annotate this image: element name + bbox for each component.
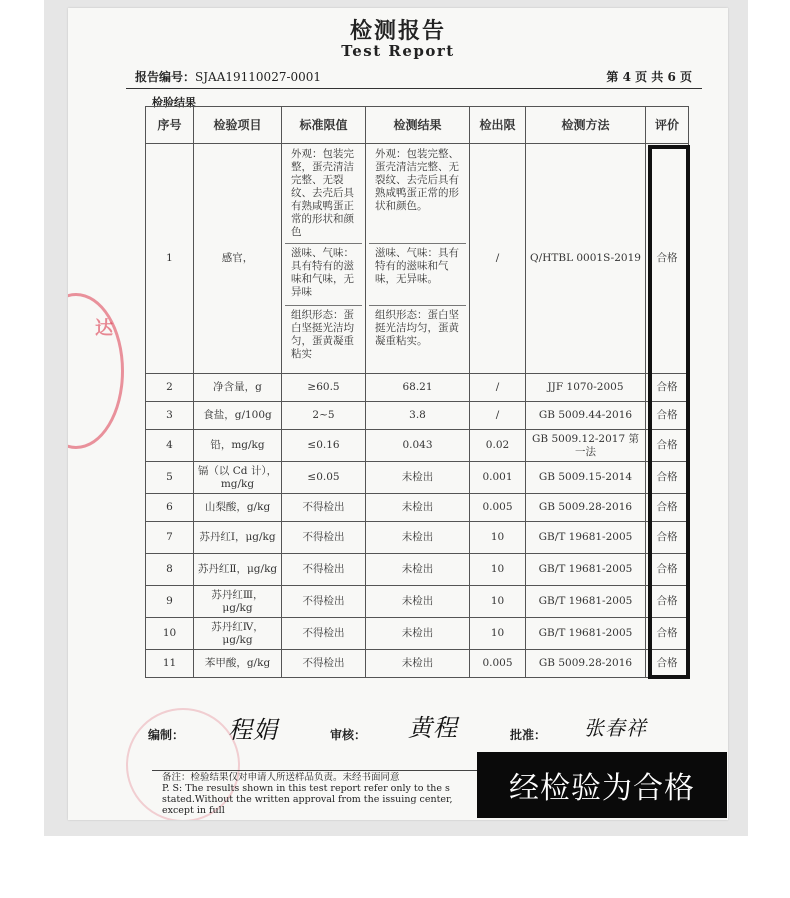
result-taste: 滋味、气味：具有特有的滋味和气味，无异味。 [369,244,466,306]
note-line: except in full [162,805,225,816]
cell-standard: 不得检出 [282,522,366,554]
table-row [146,374,689,402]
cell-standard: 不得检出 [282,650,366,678]
report-title-cn: 检测报告 [349,18,446,44]
cell-standard: 不得检出 [282,586,366,618]
cell-eval: 合格 [646,522,689,554]
reviewed-signature: 黄程 [408,714,458,742]
cell-method: GB 5009.44-2016 [526,402,646,430]
cell-eval: 合格 [646,554,689,586]
cell-item: 铅，mg/kg [194,430,282,462]
standard-taste: 滋味、气味：具有特有的滋味和气味，无异味 [285,244,362,306]
cell-no: 4 [146,430,194,462]
header-standard: 标准限值 [282,107,366,144]
cell-limit: 10 [470,522,526,554]
cell-eval: 合格 [646,144,689,374]
caption-banner: 经检验为合格 [477,752,727,818]
cell-no: 9 [146,586,194,618]
table-row [146,618,689,650]
cell-eval: 合格 [646,430,689,462]
cell-item: 苏丹红Ⅲ，μg/kg [194,586,282,618]
cell-limit: 0.001 [470,462,526,494]
header-item: 检验项目 [194,107,282,144]
cell-method: Q/HTBL 0001S-2019 [526,144,646,374]
table-row [146,494,689,522]
table-row [146,650,689,678]
table-row [146,144,689,374]
cell-method: GB 5009.28-2016 [526,494,646,522]
note-line: 备注：检验结果仅对申请人所送样品负责。未经书面同意 [162,772,400,783]
table-row [146,554,689,586]
cell-item: 苏丹红Ⅰ，μg/kg [194,522,282,554]
section-label: 检验结果 [152,96,196,109]
report-number-label: 报告编号： [135,70,196,84]
standard-appearance: 外观：包装完整，蛋壳清洁完整、无裂纹、去壳后具有熟咸鸭蛋正常的形状和颜色 [285,145,362,244]
header-result: 检测结果 [366,107,470,144]
cell-eval: 合格 [646,402,689,430]
cell-standard: ≤0.05 [282,462,366,494]
cell-method: GB 5009.15-2014 [526,462,646,494]
cell-eval: 合格 [646,374,689,402]
cell-limit: / [470,402,526,430]
cell-standard: ≥60.5 [282,374,366,402]
result-texture: 组织形态：蛋白坚挺光洁均匀，蛋黄凝重粘实。 [375,309,459,347]
cell-item: 苯甲酸，g/kg [194,650,282,678]
table-row [146,522,689,554]
cell-limit: 10 [470,586,526,618]
table-row [146,586,689,618]
table-header-row [146,107,689,144]
note-line: P. S: The results shown in this test report refer only to the s [162,783,450,794]
cell-method: GB 5009.12-2017 第一法 [526,430,646,462]
cell-limit: / [470,144,526,374]
footer-notes [162,772,522,816]
cell-method: JJF 1070-2005 [526,374,646,402]
cell-result: 未检出 [366,586,470,618]
cell-eval: 合格 [646,650,689,678]
header-rule [126,88,702,89]
cell-standard: 2~5 [282,402,366,430]
cell-item: 食盐，g/100g [194,402,282,430]
cell-item: 苏丹红Ⅱ，μg/kg [194,554,282,586]
cell-method: GB/T 19681-2005 [526,522,646,554]
cell-no: 3 [146,402,194,430]
cell-item: 净含量，g [194,374,282,402]
standard-texture: 组织形态：蛋白坚挺光洁均匀，蛋黄凝重粘实 [291,309,354,360]
cell-standard: ≤0.16 [282,430,366,462]
cell-limit: 0.005 [470,650,526,678]
cell-method: GB/T 19681-2005 [526,554,646,586]
cell-result: 未检出 [366,554,470,586]
report-page [68,8,728,820]
prepared-signature: 程娟 [228,716,278,744]
table-row [146,430,689,462]
result-appearance: 外观：包装完整、蛋壳清洁完整、无裂纹、去壳后具有熟咸鸭蛋正常的形状和颜色。 [369,145,466,244]
cell-result: 未检出 [366,650,470,678]
cell-result: 3.8 [366,402,470,430]
note-line: stated.Without the written approval from the issuing center, [162,794,453,805]
cell-no: 6 [146,494,194,522]
cell-no: 10 [146,618,194,650]
cell-result: 未检出 [366,462,470,494]
table-row [146,462,689,494]
cell-standard: 不得检出 [282,554,366,586]
cell-no: 7 [146,522,194,554]
cell-result [366,144,470,374]
approved-signature: 张春祥 [584,716,647,740]
cell-eval: 合格 [646,462,689,494]
cell-item: 苏丹红Ⅳ，μg/kg [194,618,282,650]
cell-method: GB/T 19681-2005 [526,618,646,650]
report-title-en: Test Report [341,42,455,60]
report-number-value: SJAA19110027-0001 [195,70,322,84]
cell-eval: 合格 [646,618,689,650]
cell-item: 感官， [194,144,282,374]
cell-no: 5 [146,462,194,494]
cell-eval: 合格 [646,494,689,522]
header-limit: 检出限 [470,107,526,144]
cell-limit: / [470,374,526,402]
cell-standard: 不得检出 [282,618,366,650]
cell-item: 山梨酸，g/kg [194,494,282,522]
cell-result: 68.21 [366,374,470,402]
header-no: 序号 [146,107,194,144]
cell-no: 8 [146,554,194,586]
report-number [135,68,321,85]
cell-result: 未检出 [366,494,470,522]
cell-limit: 10 [470,554,526,586]
cell-method: GB 5009.28-2016 [526,650,646,678]
cell-no: 2 [146,374,194,402]
cell-no: 1 [146,144,194,374]
cell-no: 11 [146,650,194,678]
cell-eval: 合格 [646,586,689,618]
cell-limit: 0.005 [470,494,526,522]
cell-limit: 10 [470,618,526,650]
seal-stamp-left: 达 [68,293,124,449]
reviewed-label: 审核： [330,728,367,742]
header-eval: 评价 [646,107,689,144]
results-table [145,106,689,678]
approved-label: 批准： [510,728,547,742]
cell-standard [282,144,366,374]
cell-standard: 不得检出 [282,494,366,522]
cell-result: 未检出 [366,522,470,554]
cell-result: 0.043 [366,430,470,462]
cell-limit: 0.02 [470,430,526,462]
cell-method: GB/T 19681-2005 [526,586,646,618]
table-row [146,402,689,430]
header-method: 检测方法 [526,107,646,144]
page-info: 第 4 页 共 6 页 [606,70,692,84]
cell-item: 镉（以 Cd 计），mg/kg [194,462,282,494]
prepared-label: 编制： [148,728,185,742]
cell-result: 未检出 [366,618,470,650]
evaluation-highlight-box [648,145,690,679]
